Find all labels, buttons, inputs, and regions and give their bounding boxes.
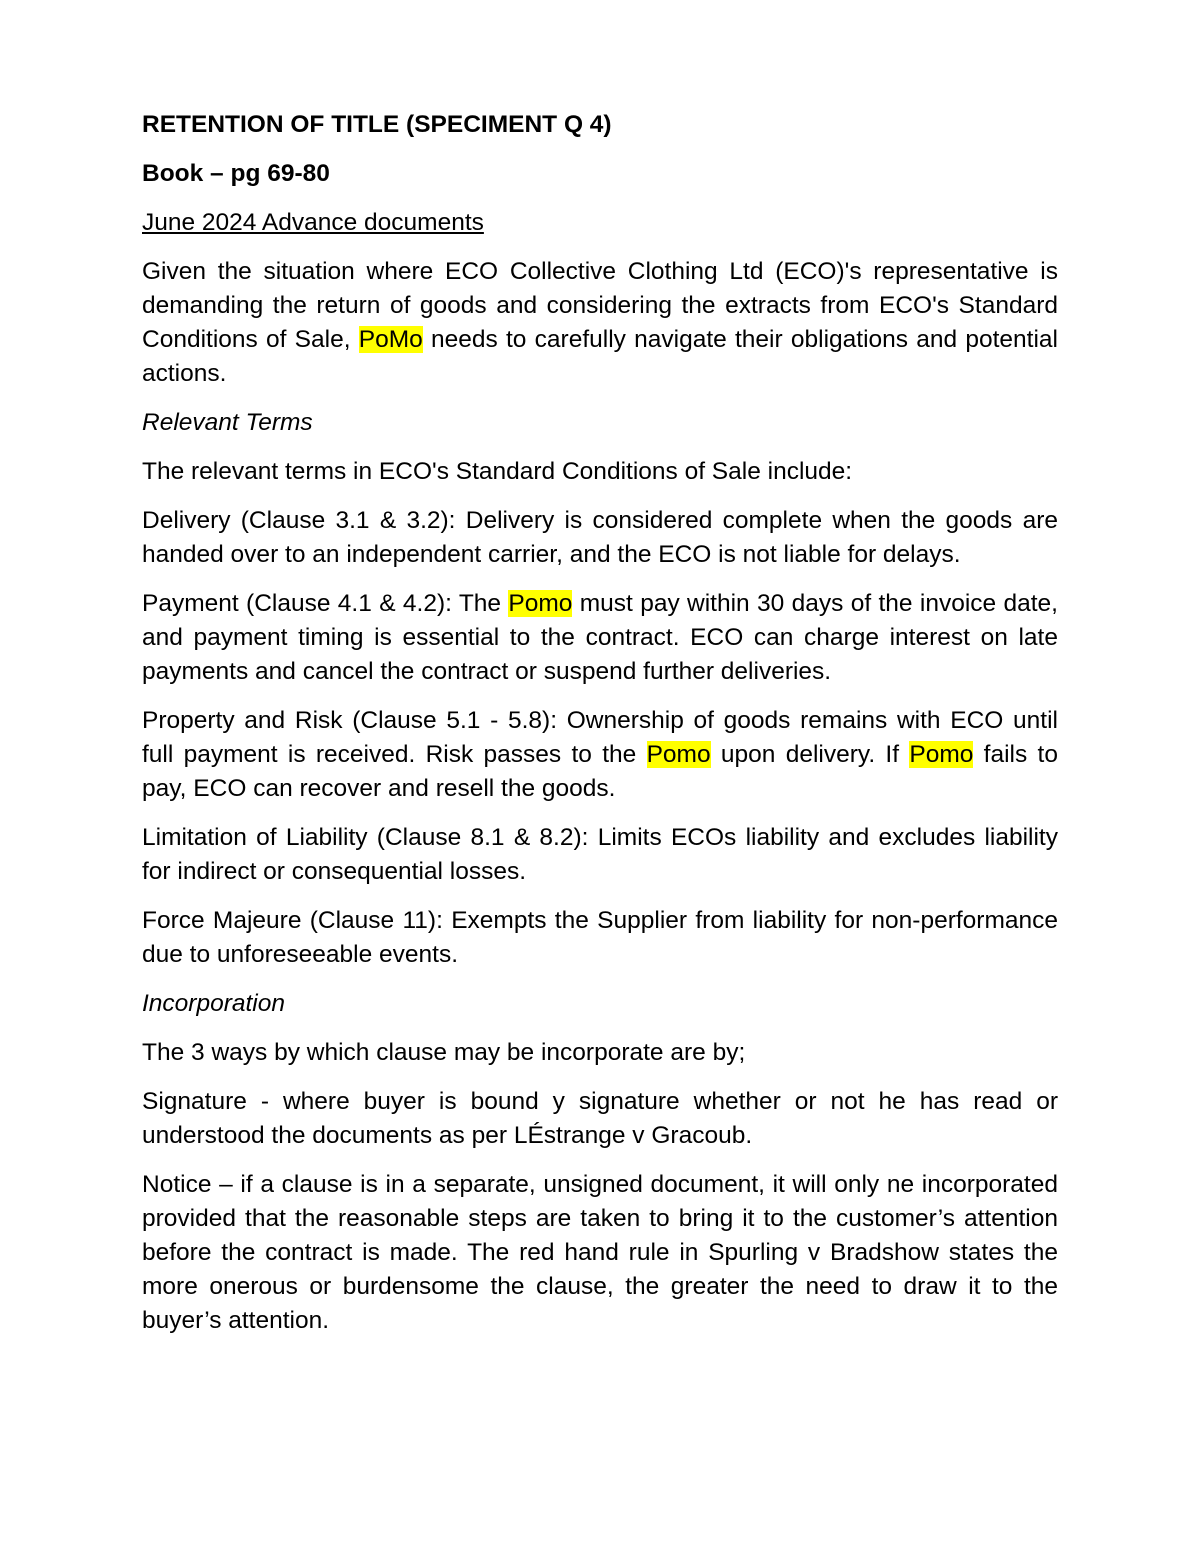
- highlight-pomo: PoMo: [358, 326, 423, 353]
- signature-paragraph: Signature - where buyer is bound y signature whether or not he has read or understood the documents as per LÉstrange v Gracoub.: [142, 1088, 1058, 1149]
- highlight-pomo: Pomo: [646, 741, 711, 768]
- intro-text-before: Given the situation where ECO Collective Clothing Ltd (ECO)'s representative is demanding the return of goods and considering the extracts from ECO's Standard Conditions of Sale,: [142, 258, 1058, 353]
- property-text-part3: fails to pay, ECO can recover and resell the goods.: [142, 741, 1058, 802]
- notice-paragraph: Notice – if a clause is in a separate, unsigned document, it will only ne incorporated provided that the reasonable steps are taken to bring it to the customer’s attention before the contract is made. The red hand rule in Spurling v Bradshow states the more onerous or burdensome the clause, the greater the need to draw it to the buyer’s attention.: [142, 1171, 1058, 1334]
- intro-paragraph: [142, 255, 1058, 391]
- incorporation-intro: The 3 ways by which clause may be incorporate are by;: [142, 1039, 746, 1066]
- incorporation-heading: Incorporation: [142, 990, 286, 1017]
- source-reference: June 2024 Advance documents: [142, 209, 484, 236]
- delivery-paragraph: Delivery (Clause 3.1 & 3.2): Delivery is considered complete when the goods are handed over to an independent carrier, and the ECO is not liable for delays.: [142, 507, 1058, 568]
- property-text-part2: upon delivery. If: [710, 741, 910, 768]
- highlight-pomo: Pomo: [909, 741, 974, 768]
- document-title: RETENTION OF TITLE (SPECIMENT Q 4): [142, 111, 612, 138]
- highlight-pomo: Pomo: [508, 590, 573, 617]
- property-risk-paragraph: [142, 704, 1058, 806]
- limitation-paragraph: Limitation of Liability (Clause 8.1 & 8.2): Limits ECOs liability and excludes liability for indirect or consequential losses.: [142, 824, 1058, 885]
- payment-text-after: must pay within 30 days of the invoice date, and payment timing is essential to the contract. ECO can charge interest on late payments and cancel the contract or suspend further deliveries.: [142, 590, 1058, 685]
- relevant-terms-heading: Relevant Terms: [142, 409, 313, 436]
- payment-paragraph: [142, 587, 1058, 689]
- force-majeure-paragraph: Force Majeure (Clause 11): Exempts the Supplier from liability for non-performance due to unforeseeable events.: [142, 907, 1058, 968]
- document-page: [142, 108, 1058, 1353]
- relevant-terms-intro: The relevant terms in ECO's Standard Conditions of Sale include:: [142, 458, 853, 485]
- payment-text-before: Payment (Clause 4.1 & 4.2): The: [142, 590, 509, 617]
- property-text-part1: Property and Risk (Clause 5.1 - 5.8): Ownership of goods remains with ECO until full payment is received. Risk passes to the: [142, 707, 1058, 768]
- intro-text-after: needs to carefully navigate their obligations and potential actions.: [142, 326, 1058, 387]
- book-reference: Book – pg 69-80: [142, 160, 330, 187]
